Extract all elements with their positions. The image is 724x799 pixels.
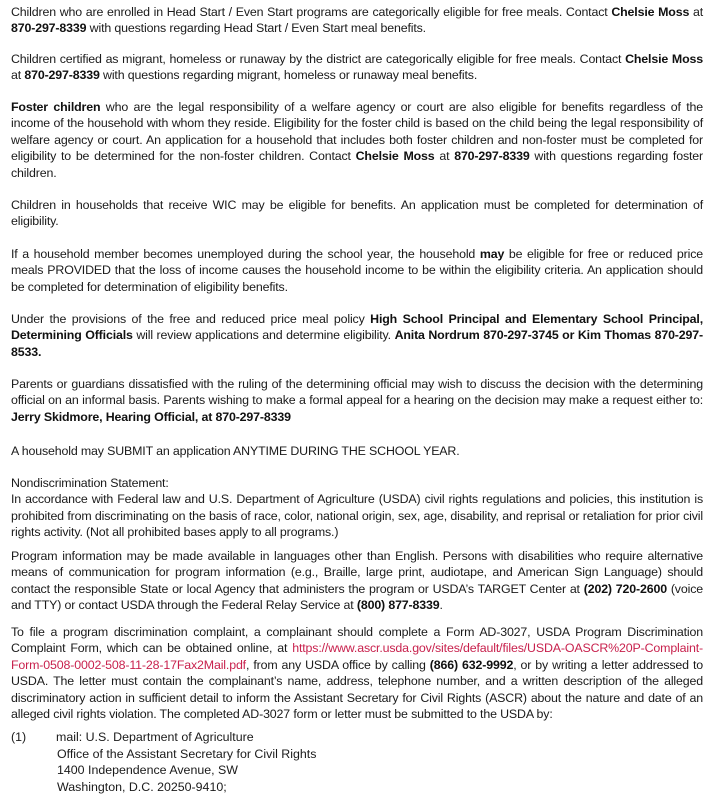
text: will review applications and determine eligibility.	[136, 328, 391, 343]
foster-paragraph	[11, 99, 703, 181]
text: at	[439, 149, 450, 164]
text: Children who are enrolled in Head Start / Even Start programs are categorically eligible for free meals. Contact	[11, 5, 608, 19]
nondiscrimination-paragraph	[11, 475, 703, 541]
contact-phone: 870-297-8339	[454, 149, 530, 164]
text: (voice and TTY) or contact USDA through the Federal Relay Service at	[11, 581, 703, 613]
text: be eligible for free or reduced price meals PROVIDED that the loss of income causes the household income to be within the eligibility criteria. An application should be completed for determination of eligibility benefits.	[11, 247, 704, 294]
contact-name: Chelsie Moss	[355, 149, 435, 164]
contact-name: Chelsie Moss	[625, 52, 703, 66]
text: .	[439, 598, 443, 613]
contact-phone: 870-297-8339	[11, 21, 87, 36]
text: Children certified as migrant, homeless or runaway by the district are categorically eligible for free meals. Contact	[11, 52, 622, 66]
complaint-paragraph	[11, 624, 703, 722]
address-line: mail: U.S. Department of Agriculture	[56, 730, 254, 744]
text: with questions regarding foster children.	[11, 149, 704, 180]
migrant-paragraph	[11, 51, 703, 84]
head-start-paragraph	[11, 4, 703, 37]
text: with questions regarding migrant, homeless or runaway meal benefits.	[103, 68, 478, 83]
contact-phone: 870-297-8339	[24, 68, 100, 83]
complaint-form-link[interactable]: https://www.ascr.usda.gov/sites/default/files/USDA-OASCR%20P-Complaint-Form-0508-0002-508-11-28-17Fax2Mail.pdf	[11, 641, 704, 672]
text: , from any USDA office by calling	[245, 657, 426, 672]
text: at	[692, 5, 704, 19]
relay-service-phone: (800) 877-8339	[356, 598, 440, 613]
address-line: 1400 Independence Avenue, SW	[57, 763, 238, 778]
address-line: Office of the Assistant Secretary for Civil Rights	[57, 746, 317, 761]
text: , or by writing a letter addressed to USDA. The letter must contain the complainant’s name, address, telephone number, and a written description of the alleged discriminatory action in sufficient detail to inform the Assistant Secretary for Civil Rights (ASCR) about the nature and date of an alleged civil rights violation. The completed AD-3027 form or letter must be submitted to the USDA by:	[11, 657, 703, 722]
list-number: (1)	[11, 730, 27, 744]
target-center-phone: (202) 720-2600	[583, 581, 667, 596]
submit-anytime-paragraph: A household may SUBMIT an application ANYTIME DURING THE SCHOOL YEAR.	[11, 444, 460, 458]
program-information-paragraph	[11, 548, 703, 614]
may-emphasis: may	[479, 247, 505, 261]
appeal-paragraph	[11, 376, 703, 425]
text: If a household member becomes unemployed during the school year, the household	[11, 247, 476, 261]
text: who are the legal responsibility of a welfare agency or court are also eligible for benefits regardless of the income of the household with whom they reside. Eligibility for the foster child is based on the child being the legal responsibility of welfare agency or court. An application for a household that includes both foster children and non-foster must be completed for eligibility to be determined for the non-foster children. Contact	[11, 100, 704, 164]
text: Under the provisions of the free and reduced price meal policy	[11, 312, 365, 326]
text: at	[11, 68, 22, 83]
text: In accordance with Federal law and U.S. Department of Agriculture (USDA) civil rights regulations and policies, this institution is prohibited from discriminating on the basis of race, color, national origin, sex, age, disability, and reprisal or retaliation for prior civil rights activity. (Not all prohibited bases apply to all programs.)	[11, 492, 703, 540]
address-line: Washington, D.C. 20250-9410;	[57, 779, 227, 794]
wic-paragraph: Children in households that receive WIC may be eligible for benefits. An application must be completed for determination of eligibility.	[11, 198, 703, 229]
text: with questions regarding Head Start / Even Start meal benefits.	[89, 21, 426, 36]
officials: High School Principal and Elementary School Principal, Determining Officials	[11, 312, 703, 343]
mail-address	[56, 729, 316, 795]
nondiscrimination-heading: Nondiscrimination Statement:	[11, 476, 169, 490]
determining-officials-paragraph	[11, 311, 703, 360]
foster-lead: Foster children	[11, 100, 101, 114]
text: Program information may be made available in languages other than English. Persons with disabilities who require alternative means of communication for program information (e.g., Braille, large print, audiotape, and American Sign Language) should contact the responsible State or local Agency that administers the program or USDA’s TARGET Center at	[11, 549, 703, 596]
text: Parents or guardians dissatisfied with the ruling of the determining official may wish to discuss the decision with the determining official on an informal basis. Parents wishing to make a formal appeal for a hearing on the decision may make a request either to:	[11, 377, 703, 408]
official-contacts: Anita Nordrum 870-297-3745 or Kim Thomas 870-297-8533.	[11, 328, 703, 359]
usda-phone: (866) 632-9992	[429, 657, 514, 672]
unemployed-paragraph	[11, 246, 703, 295]
contact-name: Chelsie Moss	[611, 5, 690, 19]
text: To file a program discrimination complaint, a complainant should complete a Form AD-3027, USDA Program Discrimination Complaint Form, which can be obtained online, at	[11, 625, 703, 656]
hearing-official: Jerry Skidmore, Hearing Official, at 870-297-8339	[11, 409, 291, 424]
